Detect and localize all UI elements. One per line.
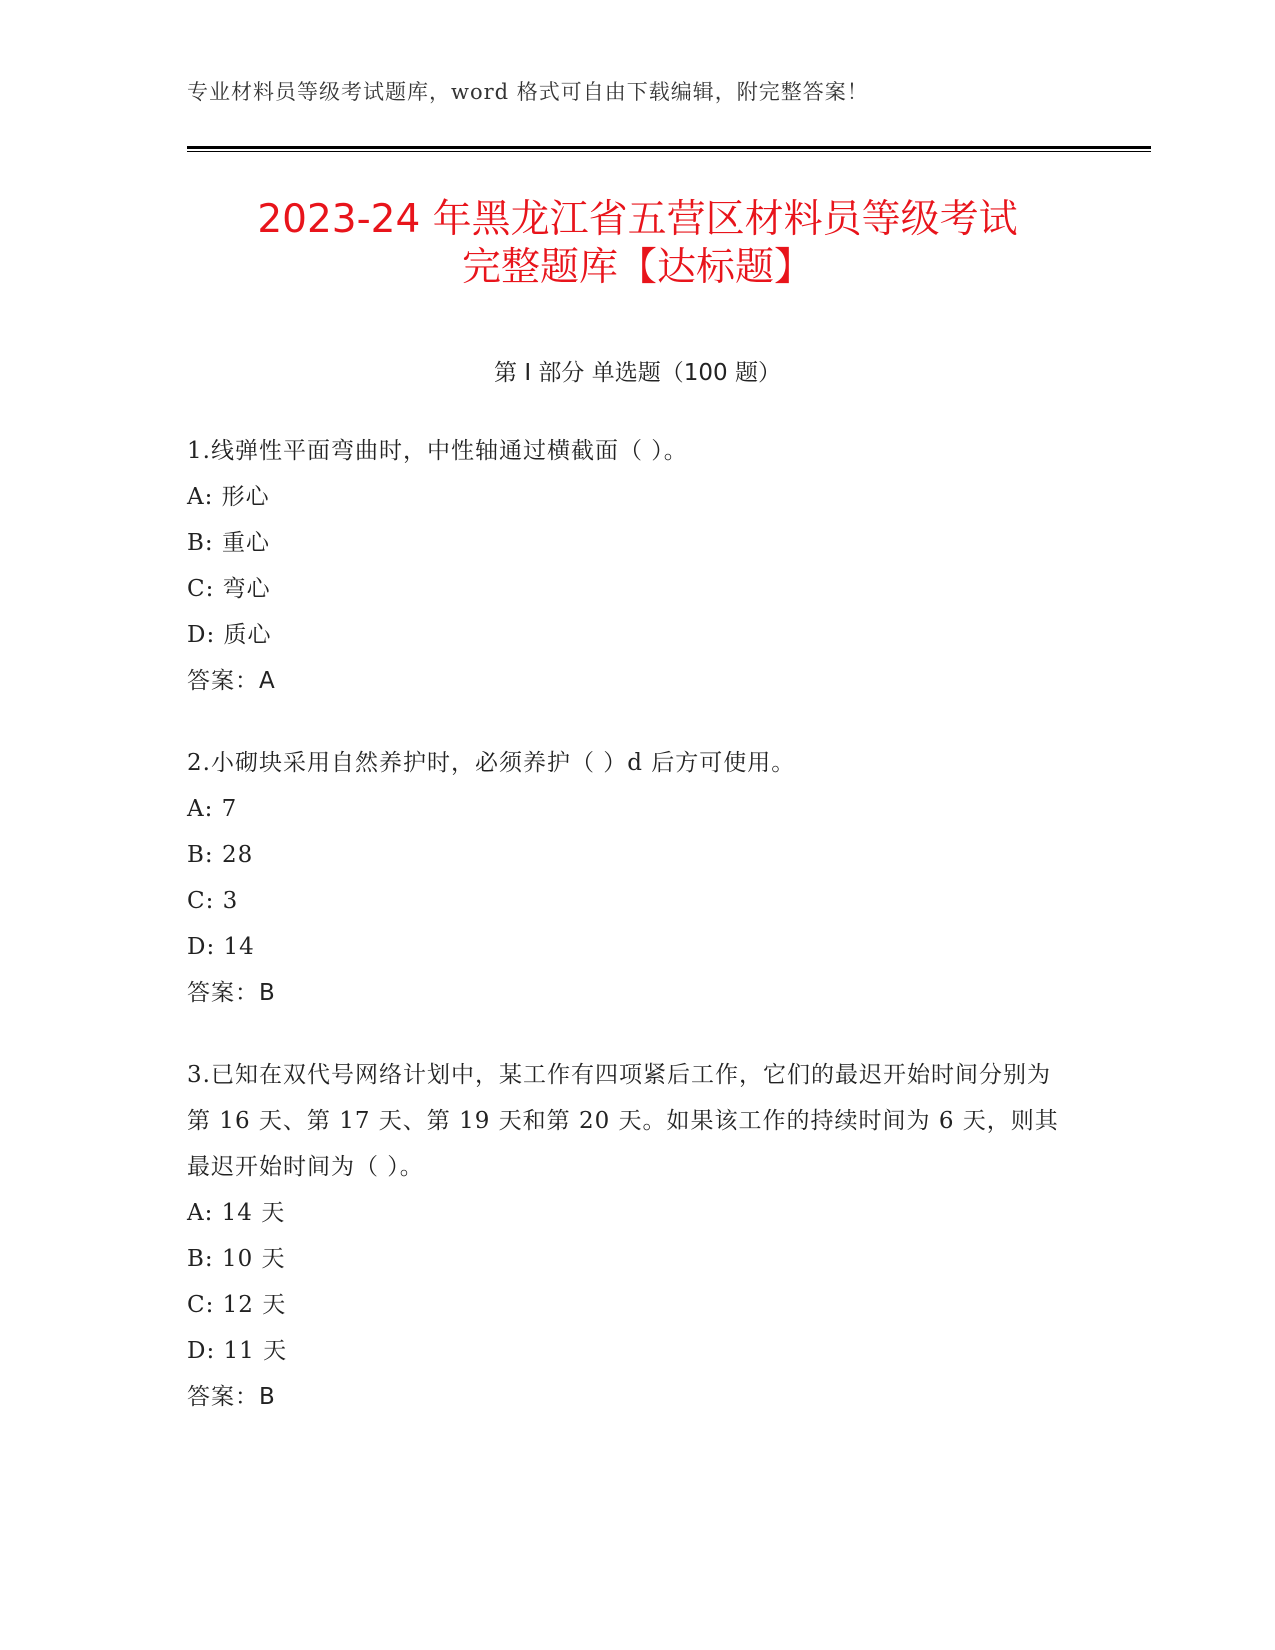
question-1 [187,428,1067,704]
option-b: B: 10 天 [187,1246,286,1272]
header-rule-thick [187,146,1151,149]
question-stem: 1.线弹性平面弯曲时，中性轴通过横截面（ ）。 [187,438,688,464]
option-d: D: 14 [187,934,255,960]
option-d: D: 11 天 [187,1338,288,1364]
question-stem: 3.已知在双代号网络计划中，某工作有四项紧后工作，它们的最迟开始时间分别为第 16 天、第 17 天、第 19 天和第 20 天。如果该工作的持续时间为 6 天，则其最迟开始时间为（ ）。 [187,1062,1059,1180]
option-c: C: 12 天 [187,1292,287,1318]
option-c: C: 弯心 [187,576,271,602]
header-rule-thin [187,151,1151,152]
option-a: A: 形心 [187,484,270,510]
question-stem: 2.小砌块采用自然养护时，必须养护（ ）d 后方可使用。 [187,750,796,776]
option-b: B: 重心 [187,530,270,556]
question-2 [187,740,1067,1016]
option-c: C: 3 [187,888,239,914]
option-a: A: 14 天 [187,1200,286,1226]
question-list [187,440,1067,1468]
option-a: A: 7 [187,796,238,822]
title-line-1: 2023-24 年黑龙江省五营区材料员等级考试 [257,197,1018,242]
option-d: D: 质心 [187,622,272,648]
header-note: 专业材料员等级考试题库，word 格式可自由下载编辑，附完整答案！ [187,80,869,104]
answer: 答案：B [187,1384,276,1410]
title-line-2: 完整题库【达标题】 [461,245,813,290]
answer: 答案：B [187,980,276,1006]
option-b: B: 28 [187,842,254,868]
answer: 答案：A [187,668,276,694]
section-heading: 第 I 部分 单选题（100 题） [494,360,781,386]
document-title [150,196,1125,292]
question-3 [187,1052,1067,1420]
